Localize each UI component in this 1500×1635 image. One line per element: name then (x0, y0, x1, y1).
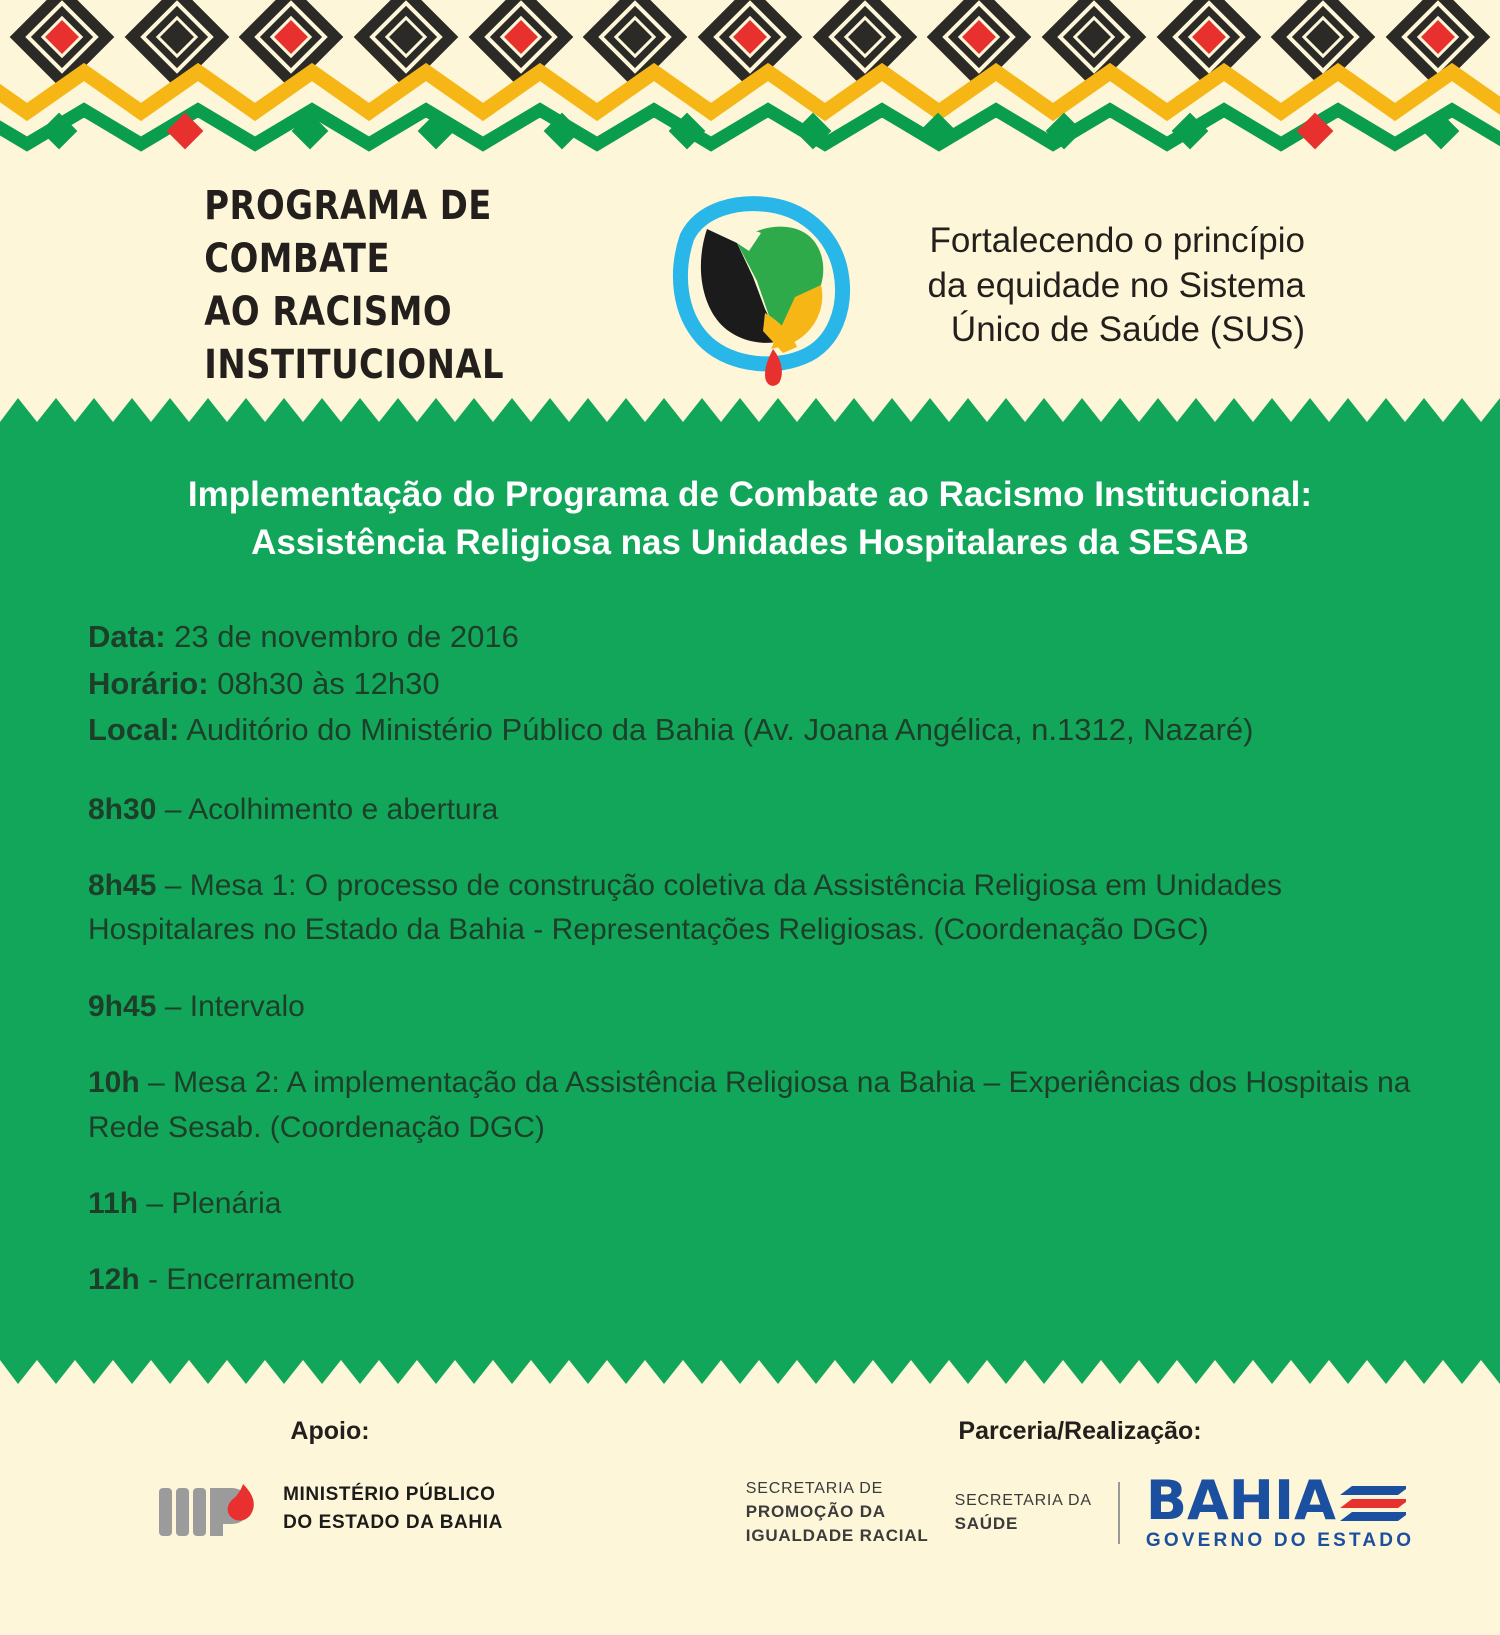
small-diamond (543, 113, 580, 150)
bahia-subtitle: GOVERNO DO ESTADO (1145, 1529, 1415, 1551)
sepromi-line-1: SECRETARIA DE (745, 1479, 884, 1497)
bahia-wordmark: BAHIA (1145, 1468, 1336, 1532)
tagline-line-2: da equidade no Sistema (927, 265, 1305, 305)
small-diamond (417, 113, 454, 150)
poster-header (0, 175, 1500, 397)
header-tagline (881, 219, 1401, 353)
agenda-text: - Encerramento (148, 1263, 355, 1297)
event-info-row (88, 707, 1412, 754)
small-diamond (1171, 113, 1208, 150)
agenda-time: 8h30 (88, 792, 157, 826)
sepromi-logo (746, 1478, 929, 1548)
mp-emblem-icon (157, 1474, 269, 1544)
small-diamond (920, 113, 957, 150)
agenda-item (88, 1258, 1412, 1302)
vertical-divider (1118, 1482, 1120, 1544)
event-info-block (88, 614, 1412, 754)
event-info-value: Auditório do Ministério Público da Bahia (Av. Joana Angélica, n.1312, Nazaré) (186, 712, 1254, 748)
panel-bottom-zigzag-edge (0, 1360, 1500, 1386)
program-title-line-2: AO RACISMO INSTITUCIONAL (204, 289, 505, 388)
small-diamond-row (0, 118, 1500, 158)
agenda-time: 12h (88, 1263, 140, 1297)
agenda-time: 11h (88, 1187, 139, 1221)
tagline-line-1: Fortalecendo o princípio (929, 220, 1305, 260)
small-diamond (1297, 113, 1334, 150)
small-diamond (1422, 113, 1459, 150)
event-info-label: Local: (88, 712, 180, 748)
agenda-item (88, 864, 1412, 953)
mp-text-line-2: DO ESTADO DA BAHIA (283, 1511, 503, 1533)
sepromi-line-3: IGUALDADE RACIAL (745, 1526, 929, 1545)
small-diamond (292, 113, 329, 150)
event-info-value: 08h30 às 12h30 (217, 665, 440, 701)
top-decorative-border (0, 0, 1500, 175)
sesab-line-1: SECRETARIA DA (954, 1491, 1092, 1509)
agenda-text: – Acolhimento e abertura (164, 792, 499, 826)
mp-logo-text (283, 1481, 503, 1536)
agenda-text: – Mesa 1: O processo de construção coletiva da Assistência Religiosa em Unidades Hospitalares no Estado da Bahia - Representações Religiosas. (Coordenação DGC) (88, 869, 1282, 947)
small-diamond (669, 113, 706, 150)
event-details-panel (0, 397, 1500, 1385)
tagline-line-3: Único de Saúde (SUS) (950, 310, 1305, 350)
small-diamond (794, 113, 831, 150)
agenda-item (88, 1182, 1412, 1226)
bahia-government-logo (1145, 1468, 1415, 1552)
event-title-line-1: Implementação do Programa de Combate ao Racismo Institucional: (187, 475, 1313, 514)
sepromi-line-2: PROMOÇÃO DA (745, 1502, 886, 1522)
parceria-label: Parceria/Realização: (958, 1416, 1202, 1445)
agenda-item (88, 788, 1412, 832)
event-info-row (88, 614, 1412, 661)
brazil-map-flag-logo (645, 181, 875, 391)
agenda-text: – Mesa 2: A implementação da Assistência Religiosa na Bahia – Experiências dos Hospitais na Rede Sesab. (Coordenação DGC) (88, 1066, 1411, 1144)
poster-footer (0, 1385, 1500, 1635)
event-info-row (88, 661, 1412, 708)
panel-top-zigzag-edge (0, 396, 1500, 422)
ministerio-publico-bahia-logo (0, 1474, 660, 1544)
program-title (99, 180, 607, 391)
small-diamond (1046, 113, 1083, 150)
agenda-item (88, 1061, 1412, 1150)
small-diamond (166, 113, 203, 150)
agenda-time: 9h45 (88, 989, 157, 1023)
event-info-label: Horário: (88, 665, 209, 701)
bahia-flag-icon (1340, 1482, 1406, 1528)
sesab-line-2: SAÚDE (954, 1514, 1019, 1534)
mp-text-line-1: MINISTÉRIO PÚBLICO (283, 1484, 496, 1506)
footer-partnership-column (660, 1417, 1500, 1552)
footer-support-column (0, 1417, 660, 1552)
event-agenda-list (88, 788, 1412, 1303)
event-title (88, 471, 1412, 566)
small-diamond (41, 113, 78, 150)
agenda-time: 8h45 (88, 869, 157, 903)
event-info-label: Data: (88, 619, 166, 655)
agenda-text: – Plenária (146, 1187, 282, 1221)
partner-logos-row (660, 1468, 1500, 1552)
sesab-logo (955, 1490, 1092, 1536)
agenda-time: 10h (88, 1066, 140, 1100)
apoio-label: Apoio: (290, 1416, 370, 1445)
agenda-text: – Intervalo (164, 989, 305, 1023)
program-title-line-1: PROGRAMA DE COMBATE (204, 183, 492, 283)
event-info-value: 23 de novembro de 2016 (174, 619, 519, 655)
event-title-line-2: Assistência Religiosa nas Unidades Hospitalares da SESAB (251, 522, 1249, 562)
agenda-item (88, 985, 1412, 1029)
